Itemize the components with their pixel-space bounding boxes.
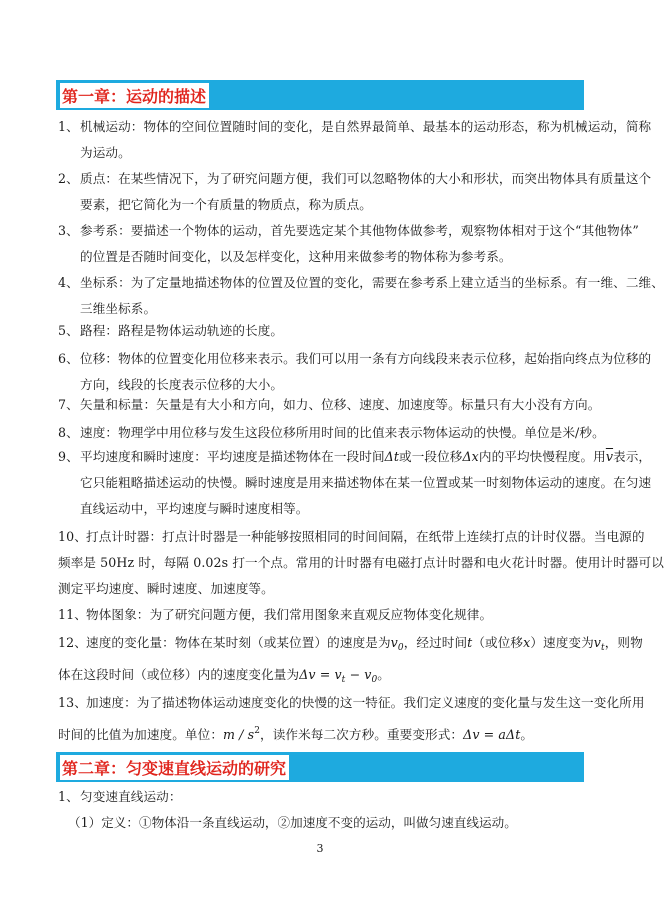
item-line: 矢量和标量：矢量是有大小和方向，如力、位移、速度、加速度等。标量只有大小没有方向。 — [80, 397, 601, 412]
chapter1-item-2 — [58, 166, 652, 218]
chapter2-item-1-1: （1）定义：①物体沿一条直线运动，②加速度不变的运动，叫做匀速直线运动。 — [68, 815, 517, 830]
chapter1-item-11 — [58, 602, 586, 628]
acceleration-formula: Δv = aΔt — [463, 727, 521, 742]
item12-line2-end: 。 — [377, 667, 390, 682]
chapter2-item1-text: 匀变速直线运动： — [80, 789, 182, 804]
v0-symbol: v — [390, 635, 398, 650]
item11-text: 物体图象：为了研究问题方便，我们常用图象来直观反应物体变化规律。 — [86, 607, 493, 622]
item9-text-a: 平均速度和瞬时速度：平均速度是描述物体在一段时间 — [80, 449, 385, 464]
item-line: 的位置是否随时间变化，以及怎样变化，这种用来做参考的物体称为参考系。 — [80, 249, 512, 264]
item-number: 5、 — [58, 323, 79, 338]
item9-line-3: 直线运动中，平均速度与瞬时速度相等。 — [80, 501, 309, 516]
item10-line-3: 测定平均速度、瞬时速度、加速度等。 — [58, 581, 274, 596]
item12-text-e: ，则物 — [604, 635, 643, 650]
item10-line-2: 频率是 50Hz 时，每隔 0.02s 打一个点。常用的计时器有电磁打点计时器和电火花计时器。使用计时器可以 — [58, 555, 664, 570]
delta-t: Δt — [384, 449, 400, 464]
item-number: 11、 — [58, 607, 87, 622]
item-number: 13、 — [58, 695, 87, 710]
item-number: 10、 — [58, 529, 87, 544]
item12-text-c: （或位移 — [472, 635, 524, 650]
item13-line-1: 加速度：为了描述物体运动速度变化的快慢的这一特征。我们定义速度的变化量与发生这一变化所用 — [86, 695, 645, 710]
chapter1-item-12 — [58, 630, 643, 688]
chapter1-item-10 — [58, 524, 664, 602]
formula-sub-0: 0 — [371, 675, 378, 685]
formula-minus-v: − v — [345, 667, 372, 682]
item-line: 机械运动：物体的空间位置随时间的变化，是自然界最简单、最基本的运动形态，称为机械运动，简称 — [80, 119, 652, 134]
item-line: 三维坐标系。 — [80, 301, 157, 316]
item-number: 4、 — [58, 275, 79, 290]
item-number: 1、 — [58, 789, 79, 804]
x-symbol: x — [523, 635, 531, 650]
item13-line2-text: 时间的比值为加速度。单位： — [58, 727, 224, 742]
item-line: 坐标系：为了定量地描述物体的位置及位置的变化，需要在参考系上建立适当的坐标系。有一维、二维、 — [80, 275, 664, 290]
item10-line-1: 打点计时器：打点计时器是一种能够按照相同的时间间隔，在纸带上连续打点的计时仪器。当电源的 — [86, 529, 645, 544]
item-number: 6、 — [58, 351, 79, 366]
page-number: 3 — [316, 842, 324, 855]
item12-text-b: ，经过时间 — [403, 635, 468, 650]
item-number: 1、 — [58, 119, 79, 134]
unit-superscript: 2 — [254, 726, 261, 736]
chapter2-item-1 — [58, 784, 586, 810]
item-line: 位移：物体的位置变化用位移来表示。我们可以用一条有方向线段来表示位移，起始指向终点为位移的 — [80, 351, 652, 366]
item-number: 8、 — [58, 425, 79, 440]
v-bar: $\overline{v}$ — [605, 449, 614, 464]
vt-symbol: v — [593, 635, 602, 650]
chapter1-item-3 — [58, 218, 639, 270]
item12-text-d: ）速度变为 — [530, 635, 594, 650]
item12-line2-text: 体在这段时间（或位移）内的速度变化量为 — [58, 667, 300, 682]
item-number: 7、 — [58, 397, 79, 412]
chapter1-heading — [56, 80, 584, 110]
item-line: 速度：物理学中用位移与发生这段位移所用时间的比值来表示物体运动的快慢。单位是米/秒。 — [80, 425, 605, 440]
chapter2-title: 第二章：匀变速直线运动的研究 — [60, 755, 289, 780]
item9-text-c: 内的平均快慢程度。用 — [478, 449, 606, 464]
item-number: 3、 — [58, 223, 79, 238]
delta-v-formula: Δv = v — [299, 667, 342, 682]
item9-line-2: 它只能粗略描述运动的快慢。瞬时速度是用来描述物体在某一位置或某一时刻物体运动的速度。在匀速 — [80, 475, 652, 490]
item-line: 方向，线段的长度表示位移的大小。 — [80, 377, 284, 392]
chapter1-item-13 — [58, 690, 645, 744]
item13-line2-mid: ，读作米每二次方秒。重要变形式： — [260, 727, 464, 742]
vt-subscript: t — [601, 643, 605, 653]
item-line: 为运动。 — [80, 145, 131, 160]
item-line: 要素，把它简化为一个有质量的物质点，称为质点。 — [80, 197, 372, 212]
chapter1-title: 第一章：运动的描述 — [60, 83, 209, 108]
formula-sub-t: t — [341, 675, 346, 685]
item9-text-d: 表示， — [613, 449, 652, 464]
unit-ms2: m / s — [223, 727, 255, 742]
chapter1-item-4 — [58, 270, 664, 322]
item-line: 质点：在某些情况下，为了研究问题方便，我们可以忽略物体的大小和形状，而突出物体具有质量这个 — [80, 171, 652, 186]
item-line: 路程：路程是物体运动轨迹的长度。 — [80, 323, 284, 338]
chapter1-item-8 — [58, 420, 605, 446]
item-number: 2、 — [58, 171, 79, 186]
item-line: 参考系：要描述一个物体的运动，首先要选定某个其他物体做参考，观察物体相对于这个“其他物体” — [80, 223, 639, 238]
chapter1-item-5 — [58, 318, 586, 344]
item13-line2-end: 。 — [520, 727, 534, 742]
v0-subscript: 0 — [397, 643, 404, 653]
chapter1-item-7 — [58, 392, 601, 418]
chapter1-item-6 — [58, 346, 652, 398]
t-symbol: t — [467, 635, 473, 650]
item-number: 12、 — [58, 635, 87, 650]
chapter1-item-9 — [58, 444, 652, 522]
chapter2-heading — [56, 752, 584, 782]
chapter1-item-1 — [58, 114, 652, 166]
item-number: 9、 — [58, 449, 79, 464]
item9-text-b: 或一段位移 — [399, 449, 463, 464]
item12-text-a: 速度的变化量：物体在某时刻（或某位置）的速度是为 — [86, 635, 391, 650]
delta-x: Δx — [462, 449, 479, 464]
